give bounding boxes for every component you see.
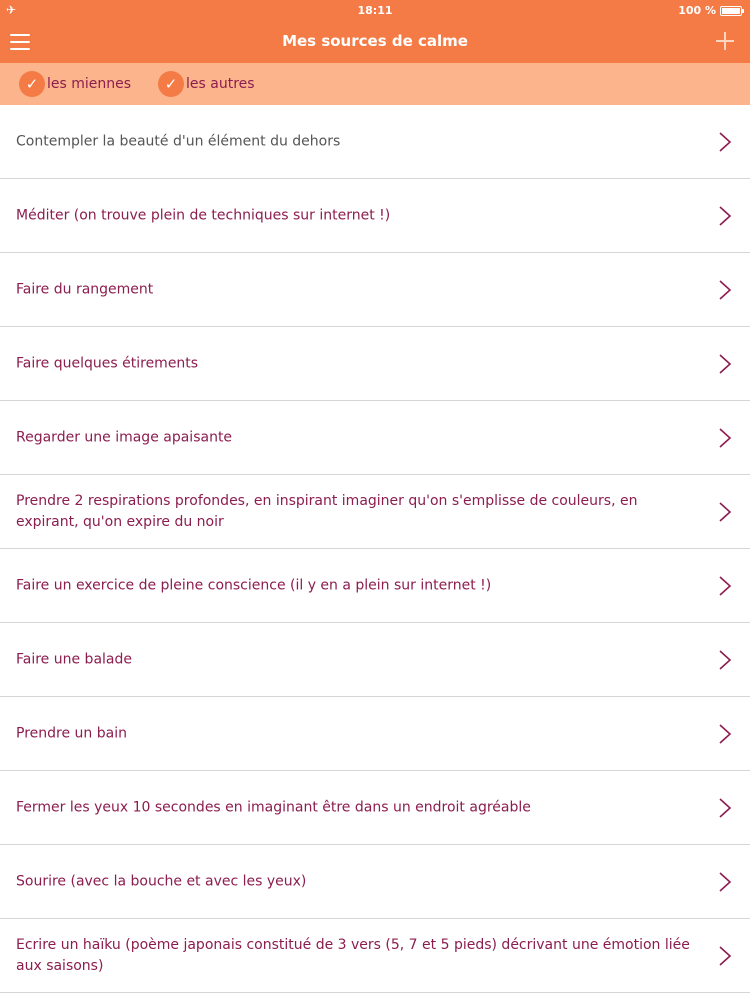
checkmark-icon: ✓ xyxy=(158,71,184,97)
list-item-label: Contempler la beauté d'un élément du dehors xyxy=(16,133,341,149)
chevron-right-icon xyxy=(718,649,732,671)
airplane-icon: ✈ xyxy=(6,3,17,17)
chevron-right-icon xyxy=(718,279,732,301)
status-time: 18:11 xyxy=(357,4,393,17)
list-item[interactable] xyxy=(0,253,750,327)
list-item[interactable] xyxy=(0,549,750,623)
chevron-right-icon xyxy=(718,723,732,745)
calm-sources-list xyxy=(0,105,750,993)
filter-others-label: les autres xyxy=(186,76,255,92)
list-item-label: Regarder une image apaisante xyxy=(16,429,233,445)
page-title: Mes sources de calme xyxy=(282,32,468,50)
list-item-label: Prendre 2 respirations profondes, en inspirant imaginer qu'on s'emplisse de couleurs, en expirant, qu'on expire du noir xyxy=(16,492,638,530)
chevron-right-icon xyxy=(718,501,732,523)
list-item[interactable] xyxy=(0,697,750,771)
chevron-right-icon xyxy=(718,575,732,597)
list-item[interactable] xyxy=(0,845,750,919)
add-button[interactable] xyxy=(714,30,736,52)
list-item[interactable] xyxy=(0,475,750,549)
battery-icon xyxy=(720,6,742,16)
chevron-right-icon xyxy=(718,871,732,893)
list-item-label: Méditer (on trouve plein de techniques sur internet !) xyxy=(16,207,391,223)
list-item-label: Prendre un bain xyxy=(16,725,127,741)
filter-mine-label: les miennes xyxy=(47,76,132,92)
chevron-right-icon xyxy=(718,945,732,967)
list-item[interactable] xyxy=(0,623,750,697)
list-item[interactable] xyxy=(0,401,750,475)
chevron-right-icon xyxy=(718,797,732,819)
status-bar xyxy=(0,0,750,22)
filter-others[interactable] xyxy=(158,71,255,97)
chevron-right-icon xyxy=(718,205,732,227)
list-item-label: Ecrire un haïku (poème japonais constitué de 3 vers (5, 7 et 5 pieds) décrivant une émotion liée aux saisons) xyxy=(16,936,690,974)
battery-percentage: 100 % xyxy=(678,4,716,17)
chevron-right-icon xyxy=(718,427,732,449)
checkmark-icon: ✓ xyxy=(19,71,45,97)
filter-mine[interactable] xyxy=(19,71,131,97)
list-item-label: Faire quelques étirements xyxy=(16,355,199,371)
list-item[interactable] xyxy=(0,771,750,845)
chevron-right-icon xyxy=(718,353,732,375)
list-item[interactable] xyxy=(0,919,750,993)
chevron-right-icon xyxy=(718,131,732,153)
list-item-label: Faire un exercice de pleine conscience (il y en a plein sur internet !) xyxy=(16,577,492,593)
filter-bar xyxy=(0,63,750,105)
list-item-label: Faire une balade xyxy=(16,651,132,667)
list-item[interactable] xyxy=(0,105,750,179)
list-item-label: Faire du rangement xyxy=(16,281,154,297)
list-item-label: Sourire (avec la bouche et avec les yeux) xyxy=(16,873,307,889)
list-item-label: Fermer les yeux 10 secondes en imaginant être dans un endroit agréable xyxy=(16,799,531,815)
navigation-bar xyxy=(0,22,750,63)
list-item[interactable] xyxy=(0,179,750,253)
list-item[interactable] xyxy=(0,327,750,401)
